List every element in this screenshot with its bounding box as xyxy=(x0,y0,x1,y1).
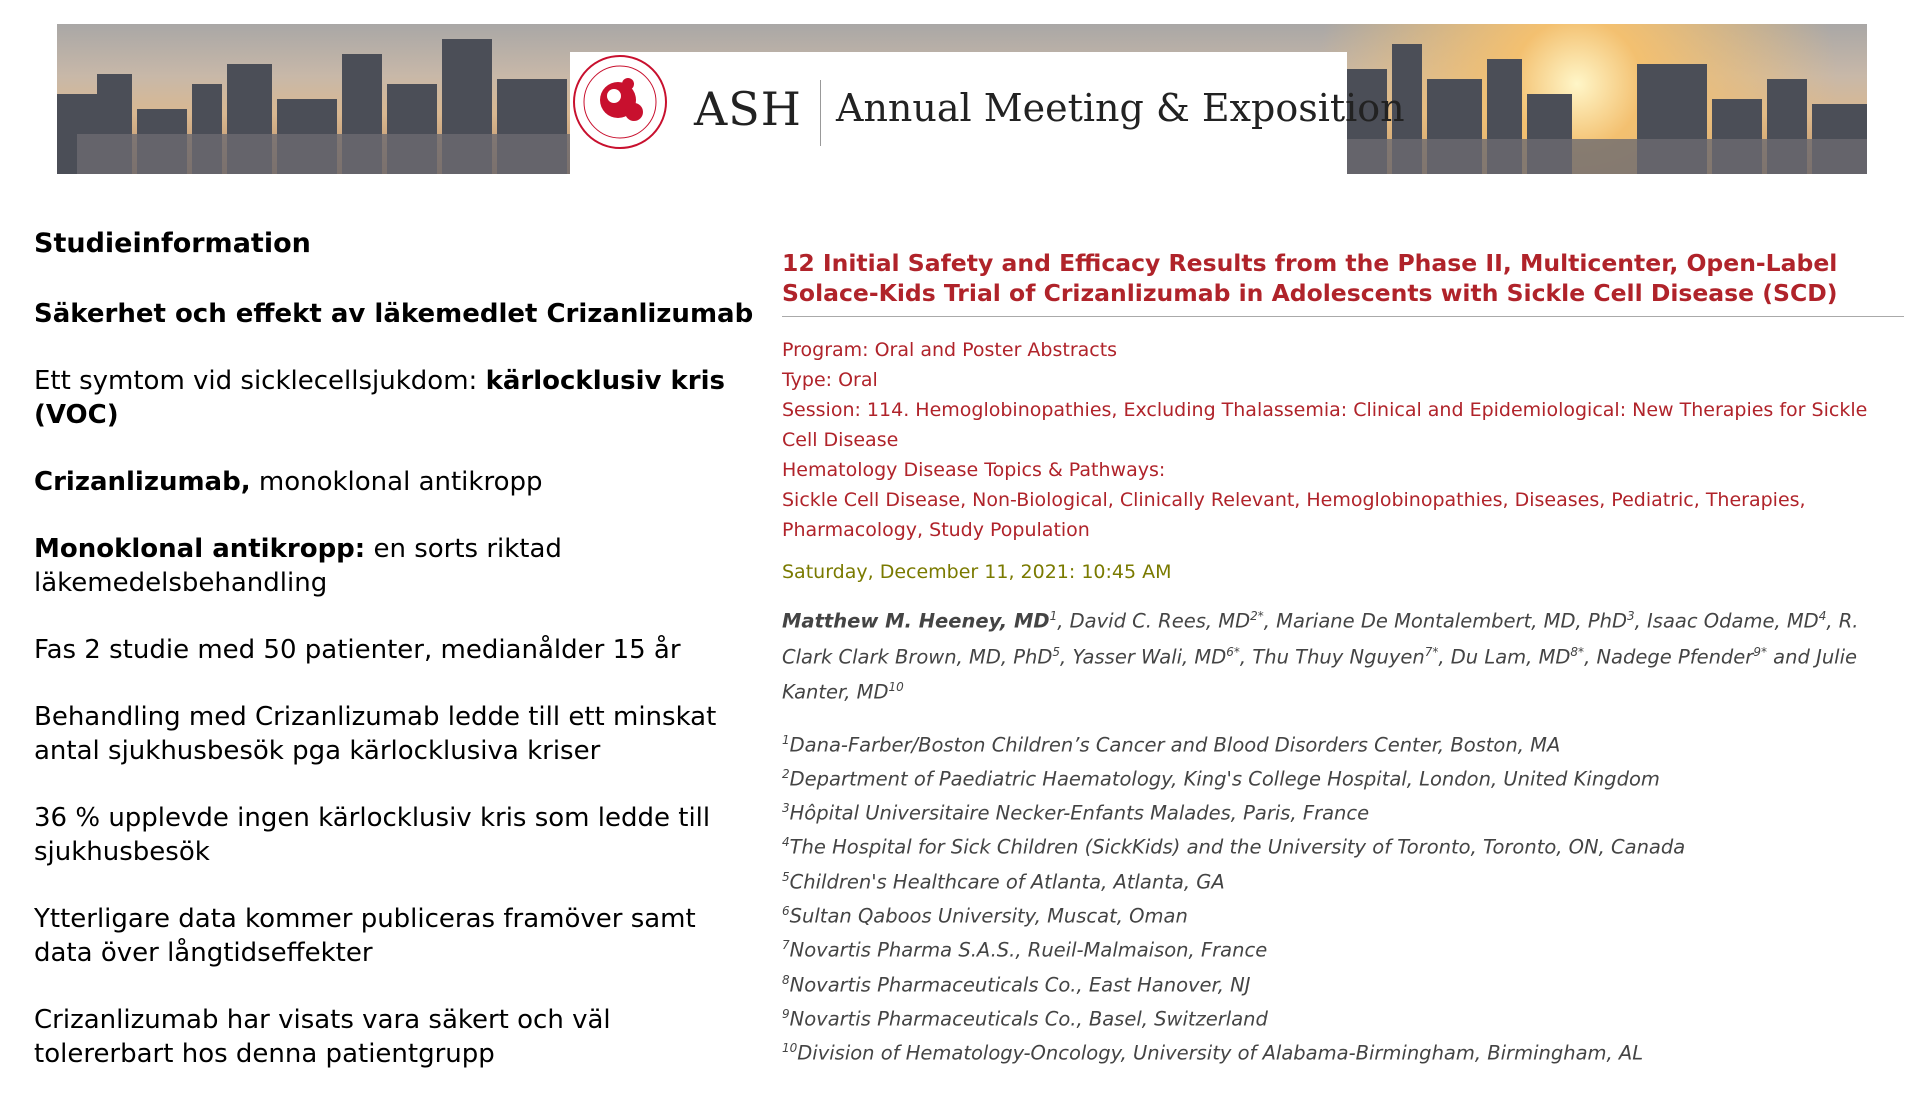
study-info-p1: Säkerhet och effekt av läkemedlet Crizanlizumab xyxy=(34,299,754,329)
author-separator: and xyxy=(1766,645,1817,668)
abstract-topics-label: Hematology Disease Topics & Pathways: xyxy=(782,459,1166,481)
author-name: Julie Kanter, MD xyxy=(782,645,1858,704)
author-affiliation-number: 7* xyxy=(1424,644,1439,659)
abstract-panel xyxy=(782,248,1904,1068)
author-separator: , xyxy=(1057,609,1070,633)
affiliation-item xyxy=(782,1000,1904,1034)
affiliation-number: 9 xyxy=(782,1006,790,1021)
author-name: R. Clark Clark Brown, MD, PhD xyxy=(782,609,1859,668)
author-separator: , xyxy=(1438,645,1451,668)
study-info-p7: 36 % upplevde ingen kärlocklusiv kris som ledde till sjukhusbesök xyxy=(34,803,711,867)
author-separator: , xyxy=(1826,609,1839,633)
affiliation-item xyxy=(782,828,1904,862)
author-affiliation-number: 8* xyxy=(1570,644,1585,659)
abstract-meta xyxy=(782,335,1904,545)
affiliation-text: Novartis Pharma S.A.S., Rueil-Malmaison, France xyxy=(789,938,1268,962)
author-affiliation-number: 2* xyxy=(1250,609,1264,623)
study-info-p3 xyxy=(34,465,754,499)
author-name: Matthew M. Heeney, MD xyxy=(782,609,1050,633)
affiliation-item xyxy=(782,1034,1904,1068)
affiliation-text: Children's Healthcare of Atlanta, Atlanta, GA xyxy=(789,870,1225,894)
author-affiliation-number: 9* xyxy=(1753,644,1767,659)
affiliation-number: 6 xyxy=(782,903,790,918)
ash-logo xyxy=(570,52,1405,174)
author-separator: , xyxy=(1239,645,1253,668)
abstract-program: Program: Oral and Poster Abstracts xyxy=(782,339,1118,361)
affiliation-number: 8 xyxy=(782,972,790,987)
study-info-p2 xyxy=(34,364,754,432)
study-info-heading: Studieinformation xyxy=(34,228,311,259)
author-affiliation-number: 1 xyxy=(1049,609,1058,623)
author-separator: , xyxy=(1634,609,1648,633)
affiliation-item xyxy=(782,966,1904,1000)
logo-divider xyxy=(820,80,821,146)
affiliation-text: Novartis Pharmaceuticals Co., Basel, Switzerland xyxy=(789,1007,1268,1031)
p3-bold: Crizanlizumab, xyxy=(34,467,251,497)
p3-rest: monoklonal antikropp xyxy=(250,467,543,497)
study-info-p9: Crizanlizumab har visats vara säkert och väl tolererbart hos denna patientgrupp xyxy=(34,1005,611,1069)
affiliation-number: 7 xyxy=(782,938,790,953)
affiliation-number: 2 xyxy=(782,766,790,781)
abstract-date: Saturday, December 11, 2021: 10:45 AM xyxy=(782,561,1172,583)
affiliation-text: Sultan Qaboos University, Muscat, Oman xyxy=(789,904,1188,928)
author-name: Isaac Odame, MD xyxy=(1647,609,1819,633)
ash-wordmark: ASH xyxy=(694,82,802,136)
p2-prefix: Ett symtom vid sicklecellsjukdom: xyxy=(34,366,486,396)
author-affiliation-number: 5 xyxy=(1052,644,1061,659)
author-affiliation-number: 4 xyxy=(1818,609,1827,623)
study-info-p5: Fas 2 studie med 50 patienter, medianålder 15 år xyxy=(34,635,681,665)
affiliation-number: 5 xyxy=(782,869,790,884)
author-affiliation-number: 3 xyxy=(1627,609,1635,623)
affiliation-item xyxy=(782,726,1904,760)
ash-seal-icon xyxy=(570,52,670,152)
affiliation-number: 1 xyxy=(782,732,790,747)
author-name: Mariane De Montalembert, MD, PhD xyxy=(1276,609,1627,633)
affiliation-item xyxy=(782,931,1904,965)
affiliation-text: Novartis Pharmaceuticals Co., East Hanover, NJ xyxy=(789,973,1251,997)
affiliation-item xyxy=(782,863,1904,897)
affiliation-item xyxy=(782,794,1904,828)
author-name: Thu Thuy Nguyen xyxy=(1252,645,1425,668)
author-name: Du Lam, MD xyxy=(1450,645,1571,668)
abstract-topics: Sickle Cell Disease, Non-Biological, Clinically Relevant, Hemoglobinopathies, Diseases, Pediatric, Therapies, Pharmacology, Study Population xyxy=(782,489,1806,541)
abstract-type: Type: Oral xyxy=(782,369,878,391)
author-name: Yasser Wali, MD xyxy=(1072,645,1227,668)
affiliation-number: 10 xyxy=(782,1041,798,1056)
author-name: David C. Rees, MD xyxy=(1069,609,1251,633)
author-separator: , xyxy=(1263,609,1277,633)
abstract-affiliations xyxy=(782,726,1904,1069)
affiliation-item xyxy=(782,897,1904,931)
author-affiliation-number: 6* xyxy=(1226,644,1240,659)
abstract-session: Session: 114. Hemoglobinopathies, Excluding Thalassemia: Clinical and Epidemiological: New Therapies for Sickle Cell Disease xyxy=(782,399,1868,451)
meeting-wordmark: Annual Meeting & Exposition xyxy=(836,86,1405,130)
p4-bold: Monoklonal antikropp: xyxy=(34,534,366,564)
author-separator: , xyxy=(1060,645,1073,668)
affiliation-text: Hôpital Universitaire Necker-Enfants Malades, Paris, France xyxy=(789,801,1370,825)
affiliation-text: The Hospital for Sick Children (SickKids) and the University of Toronto, Toronto, ON, Canada xyxy=(789,835,1686,859)
abstract-title: 12 Initial Safety and Efficacy Results from the Phase II, Multicenter, Open-Label Solace-Kids Trial of Crizanlizumab in Adolescents with Sickle Cell Disease (SCD) xyxy=(782,248,1904,317)
abstract-authors xyxy=(782,601,1904,708)
author-affiliation-number: 10 xyxy=(888,680,904,694)
study-info-p6: Behandling med Crizanlizumab ledde till ett minskat antal sjukhusbesök pga kärlocklusiva kriser xyxy=(34,702,717,766)
affiliation-text: Division of Hematology-Oncology, University of Alabama-Birmingham, Birmingham, AL xyxy=(797,1041,1644,1065)
author-name: Nadege Pfender xyxy=(1596,645,1754,668)
p2-bold: kärlocklusiv kris (VOC) xyxy=(34,366,726,430)
affiliation-number: 3 xyxy=(782,801,790,816)
author-separator: , xyxy=(1584,645,1597,668)
header-banner xyxy=(57,24,1867,174)
affiliation-text: Dana-Farber/Boston Children’s Cancer and Blood Disorders Center, Boston, MA xyxy=(789,733,1561,756)
affiliation-item xyxy=(782,760,1904,794)
affiliation-text: Department of Paediatric Haematology, King's College Hospital, London, United Kingdom xyxy=(789,767,1660,791)
study-info-panel xyxy=(34,228,754,1104)
affiliation-number: 4 xyxy=(782,835,790,850)
study-info-p4 xyxy=(34,532,754,600)
p4-rest: en sorts riktad läkemedelsbehandling xyxy=(34,534,562,598)
study-info-p8: Ytterligare data kommer publiceras framöver samt data över långtidseffekter xyxy=(34,904,696,968)
